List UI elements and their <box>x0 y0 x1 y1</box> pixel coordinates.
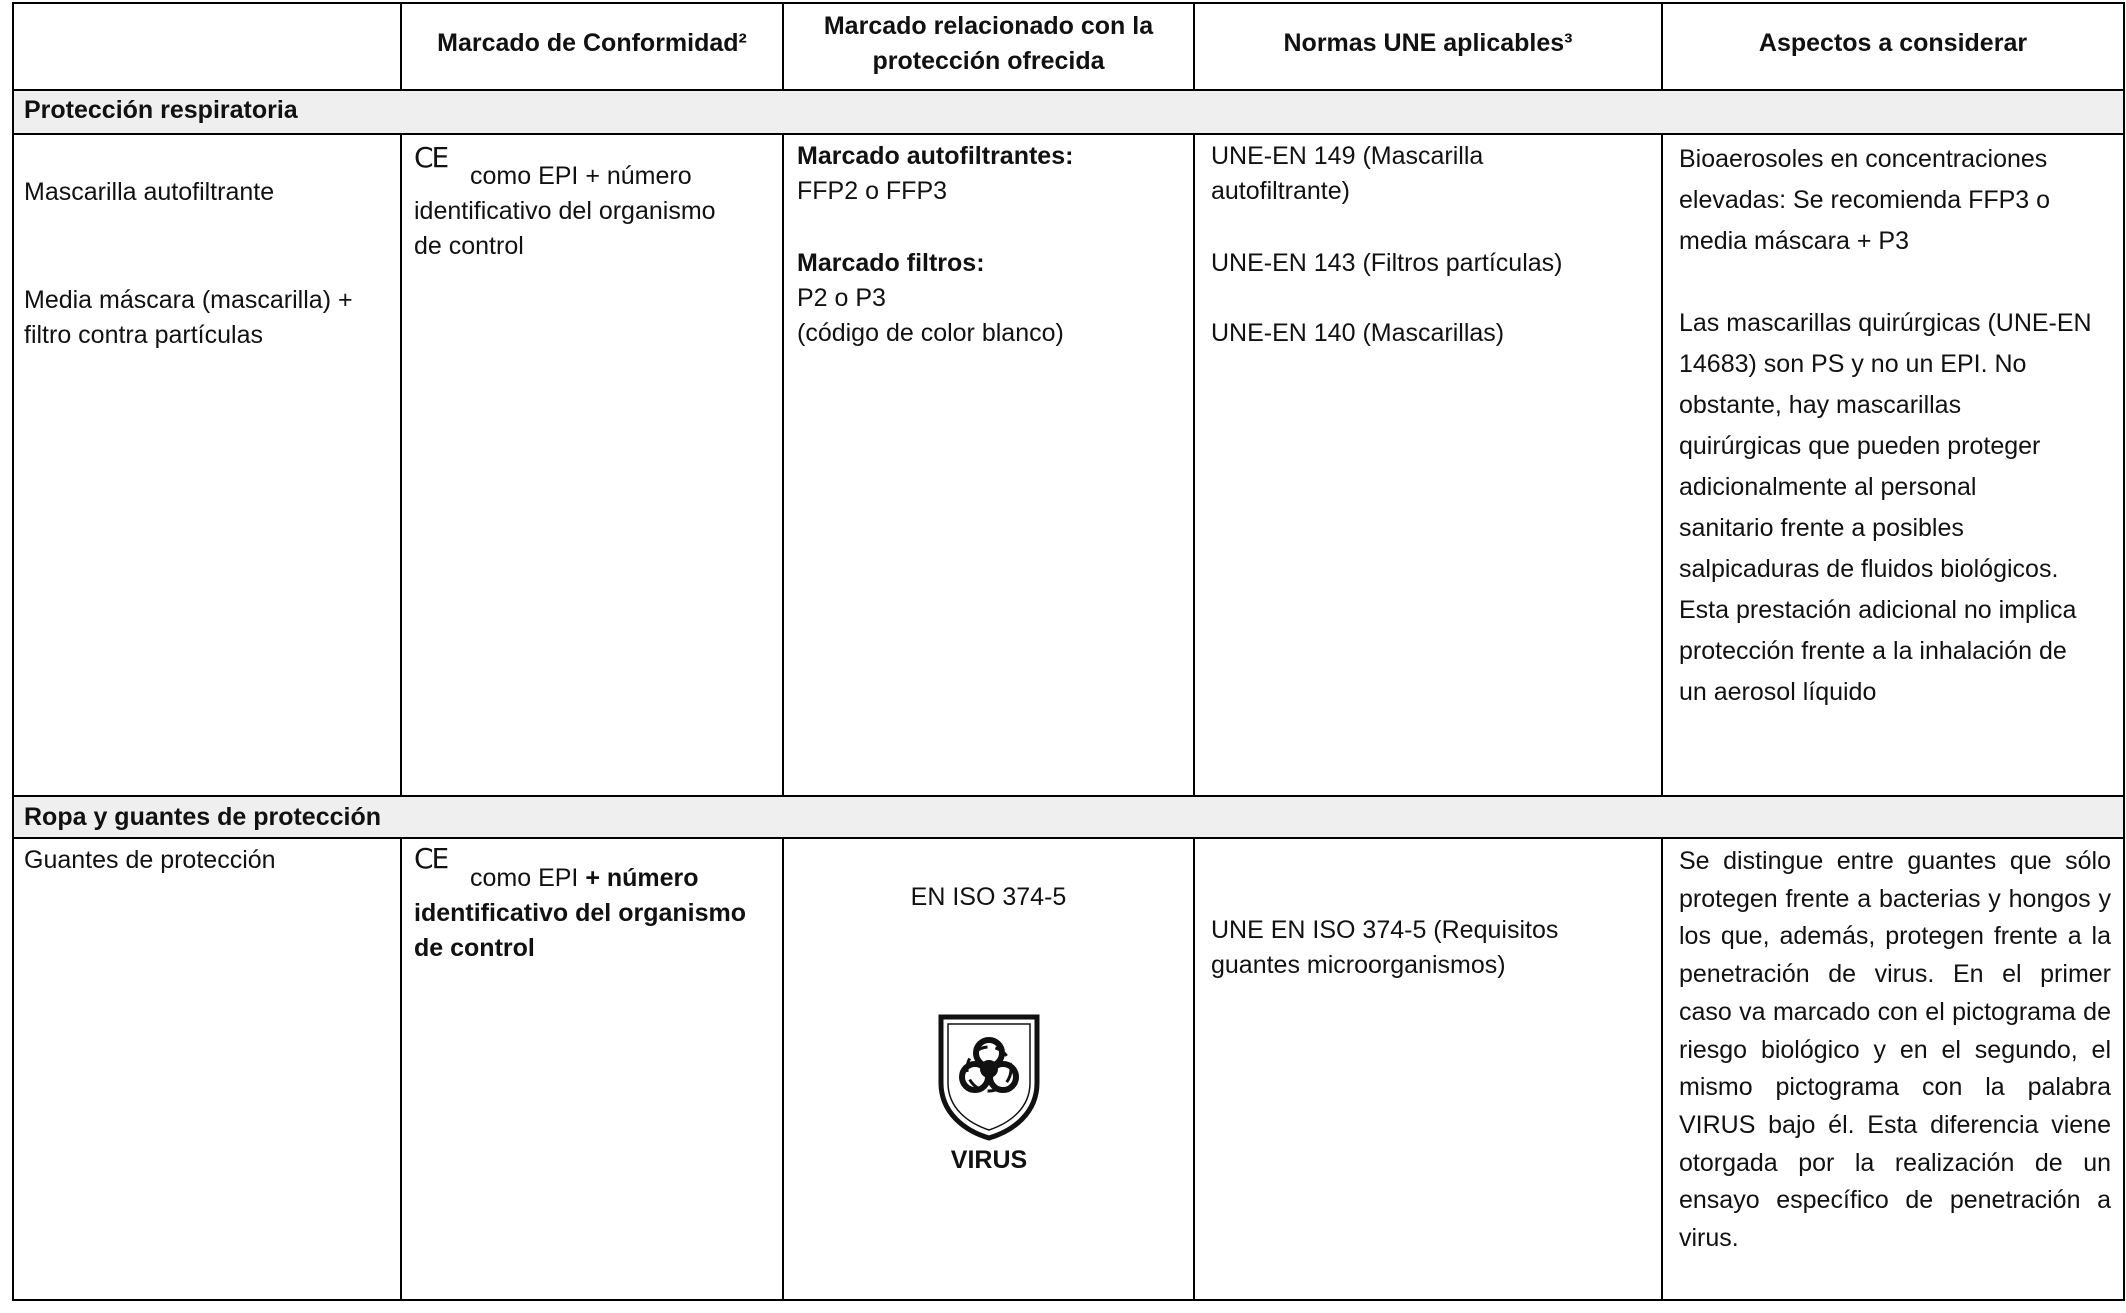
col-rule-4-s1 <box>1661 133 1663 795</box>
norm-en149-line2: autofiltrante) <box>1211 177 1350 205</box>
col-rule-1-s1 <box>400 133 402 795</box>
gloves-conformity-line1 <box>470 861 699 896</box>
aspects-gloves: Se distingue entre guantes que sólo protegen frente a bacterias y hongos y los que, además, protegen frente a la penetración de virus. En el primer caso va marcado con el pictograma de riesgo biológico y en el segundo, el mismo pictograma con la palabra VIRUS bajo él. Esta diferencia viene otorgada por la realización de un ensayo específico de penetración a virus. <box>1679 847 2111 1253</box>
item-protective-gloves: Guantes de protección <box>24 846 276 874</box>
aspects-p2-line3: obstante, hay mascarillas <box>1679 391 1962 419</box>
conformity-text-line2: identificativo del organismo <box>414 197 716 225</box>
rule-section1-title-bottom <box>12 133 2125 135</box>
aspects-p1-line1: Bioaerosoles en concentraciones <box>1679 145 2048 173</box>
section-title-respiratory: Protección respiratoria <box>24 96 298 124</box>
norm-en140: UNE-EN 140 (Mascarillas) <box>1211 319 1505 347</box>
header-marking-line1: Marcado relacionado con la <box>823 12 1154 40</box>
rule-header-bottom <box>12 89 2125 91</box>
biohazard-shield-icon <box>937 1013 1041 1141</box>
col-rule-4-s2 <box>1661 837 1663 1299</box>
section-title-clothing-gloves: Ropa y guantes de protección <box>24 803 382 831</box>
aspects-p2-line2: 14683) son PS y no un EPI. No <box>1679 350 2027 378</box>
biohazard-virus-pictogram <box>937 1013 1041 1175</box>
rule-right <box>2123 2 2125 1299</box>
ce-mark-gloves: CE <box>414 842 448 875</box>
item-half-mask-line2: filtro contra partículas <box>24 321 263 349</box>
header-marking-line2: protección ofrecida <box>872 47 1105 75</box>
col-rule-3-s2 <box>1193 837 1195 1299</box>
item-self-filtering-mask: Mascarilla autofiltrante <box>24 178 275 206</box>
rule-left <box>12 2 14 1299</box>
header-conformity: Marcado de Conformidad² <box>437 29 747 57</box>
marking-title-self-filtering: Marcado autofiltrantes: <box>797 142 1074 170</box>
col-rule-3-s1 <box>1193 133 1195 795</box>
marking-en-iso-374-5: EN ISO 374-5 <box>910 883 1067 911</box>
norm-en-iso-374-5-line2: guantes microorganismos) <box>1211 951 1506 979</box>
marking-title-filters: Marcado filtros: <box>797 249 985 277</box>
norm-en-iso-374-5-line1: UNE EN ISO 374-5 (Requisitos <box>1211 916 1559 944</box>
gloves-conformity-normal: como EPI <box>470 864 586 892</box>
marking-value-self-filtering: FFP2 o FFP3 <box>797 177 948 205</box>
rule-top <box>12 2 2125 4</box>
aspects-respiratory <box>1679 139 2092 713</box>
aspects-p2-line8: Esta prestación adicional no implica <box>1679 596 2077 624</box>
rule-section1-bottom <box>12 795 2125 797</box>
virus-label: VIRUS <box>950 1146 1028 1174</box>
gloves-conformity-bold: + número <box>585 864 699 892</box>
gloves-conformity-line3: de control <box>414 934 535 962</box>
gloves-conformity-line2: identificativo del organismo <box>414 899 746 927</box>
rule-section2-title-bottom <box>12 837 2125 839</box>
marking-value-filters: P2 o P3 <box>797 284 886 312</box>
header-aspects: Aspectos a considerar <box>1758 29 2028 57</box>
conformity-text-line1: como EPI + número <box>470 162 692 190</box>
col-rule-2-s1 <box>782 133 784 795</box>
rule-bottom <box>12 1299 2125 1301</box>
marking-value-filters-color: (código de color blanco) <box>797 319 1064 347</box>
header-une-norms: Normas UNE aplicables³ <box>1283 29 1573 57</box>
aspects-p1-line3: media máscara + P3 <box>1679 227 1909 255</box>
col-rule-1-s2 <box>400 837 402 1299</box>
norm-en143: UNE-EN 143 (Filtros partículas) <box>1211 249 1563 277</box>
aspects-p1-line2: elevadas: Se recomienda FFP3 o <box>1679 186 2051 214</box>
conformity-text-line3: de control <box>414 232 524 260</box>
norm-en149-line1: UNE-EN 149 (Mascarilla <box>1211 142 1484 170</box>
aspects-p2-line10: un aerosol líquido <box>1679 678 1877 706</box>
aspects-p2-line1: Las mascarillas quirúrgicas (UNE-EN <box>1679 309 2092 337</box>
ce-mark: CE <box>414 141 448 174</box>
aspects-p2-line4: quirúrgicas que pueden proteger <box>1679 432 2041 460</box>
aspects-p2-line6: sanitario frente a posibles <box>1679 514 1964 542</box>
section-band-respiratory <box>12 89 2125 133</box>
aspects-p2-line9: protección frente a la inhalación de <box>1679 637 2067 665</box>
item-half-mask-line1: Media máscara (mascarilla) + <box>24 286 353 314</box>
aspects-p2-line7: salpicaduras de fluidos biológicos. <box>1679 555 2059 583</box>
aspects-p2-line5: adicionalmente al personal <box>1679 473 1977 501</box>
